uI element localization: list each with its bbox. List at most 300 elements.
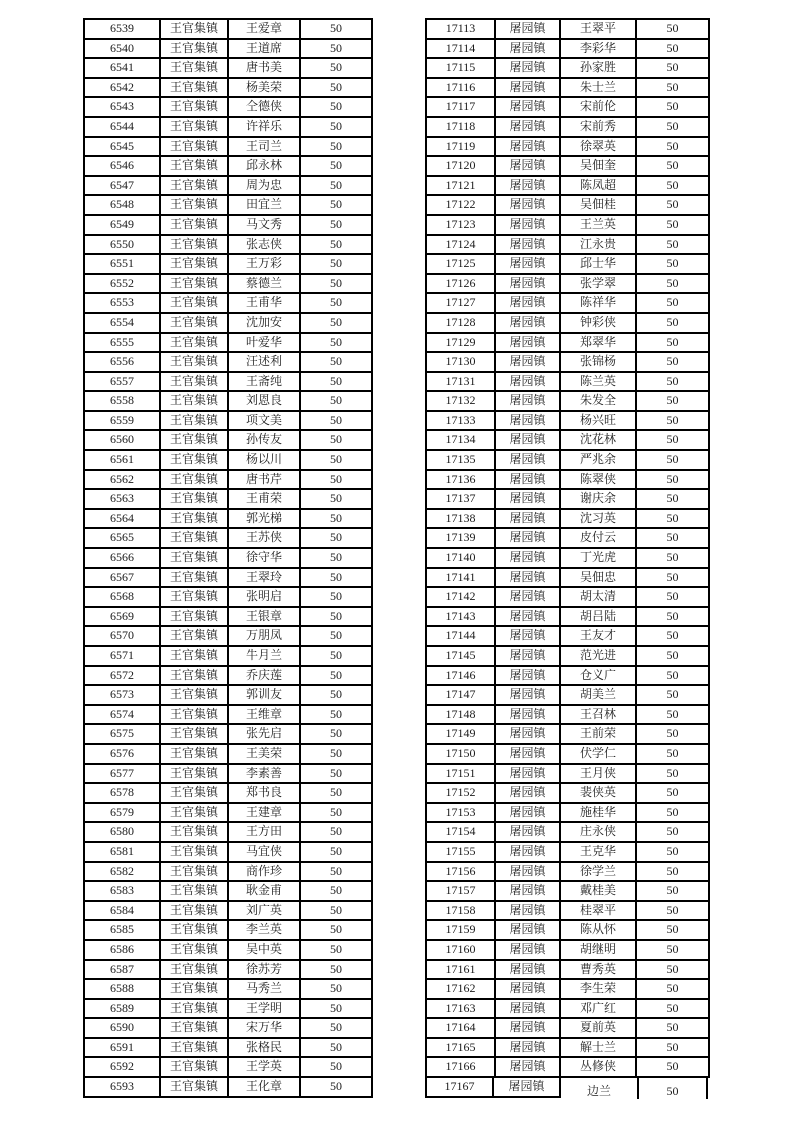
name-cell: 江永贵 xyxy=(561,236,637,254)
town-cell: 屠园镇 xyxy=(496,804,561,822)
name-cell: 严兆余 xyxy=(561,451,637,469)
id-cell: 17134 xyxy=(427,431,496,449)
table-row xyxy=(83,194,373,216)
id-cell: 17160 xyxy=(427,941,496,959)
amount-cell: 50 xyxy=(330,314,342,329)
name-cell: 吴佃桂 xyxy=(561,196,637,214)
table-row xyxy=(425,77,710,99)
town-cell: 王官集镇 xyxy=(161,373,229,391)
amount-cell: 50 xyxy=(666,21,679,35)
table-row xyxy=(83,665,373,687)
id-cell: 17153 xyxy=(427,804,496,822)
id-cell: 6565 xyxy=(85,529,161,547)
id-cell: 17151 xyxy=(427,765,496,783)
table-row xyxy=(83,547,373,569)
town-cell: 王官集镇 xyxy=(161,20,229,38)
name-cell: 陈祥华 xyxy=(561,294,637,312)
amount-cell: 50 xyxy=(666,824,679,839)
id-cell: 6587 xyxy=(85,961,161,979)
table-row xyxy=(425,606,710,628)
id-cell: 6559 xyxy=(85,412,161,430)
id-cell: 6573 xyxy=(85,686,161,704)
id-cell: 6551 xyxy=(85,255,161,273)
table-row xyxy=(425,919,710,941)
amount-cell: 50 xyxy=(666,589,679,604)
name-cell: 夏前英 xyxy=(561,1019,637,1037)
id-cell: 17149 xyxy=(427,725,496,743)
name-cell: 王建章 xyxy=(229,804,301,822)
town-cell: 屠园镇 xyxy=(496,255,561,273)
name-cell: 朱士兰 xyxy=(561,79,637,97)
amount-cell: 50 xyxy=(666,275,679,290)
id-cell: 6550 xyxy=(85,236,161,254)
id-cell: 17144 xyxy=(427,627,496,645)
name-cell: 王学英 xyxy=(229,1058,301,1076)
id-cell: 6549 xyxy=(85,216,161,234)
table-row xyxy=(425,410,710,432)
town-cell: 王官集镇 xyxy=(161,98,229,116)
table-row xyxy=(83,429,373,451)
table-row xyxy=(83,136,373,158)
name-cell: 边兰 xyxy=(586,1084,611,1099)
town-cell: 屠园镇 xyxy=(496,980,561,998)
name-cell: 解士兰 xyxy=(561,1039,637,1057)
name-cell: 项文美 xyxy=(229,412,301,430)
town-cell: 王官集镇 xyxy=(161,490,229,508)
id-cell: 6557 xyxy=(85,373,161,391)
town-cell: 王官集镇 xyxy=(161,608,229,626)
amount-cell: 50 xyxy=(330,354,342,369)
amount-cell: 50 xyxy=(330,197,342,212)
amount-cell: 50 xyxy=(330,393,342,408)
id-cell: 6560 xyxy=(85,431,161,449)
amount-cell: 50 xyxy=(666,902,679,917)
town-cell: 屠园镇 xyxy=(496,431,561,449)
amount-cell: 50 xyxy=(666,471,679,486)
amount-cell: 50 xyxy=(666,961,679,976)
table-row xyxy=(83,841,373,863)
table-row xyxy=(83,312,373,334)
town-cell: 屠园镇 xyxy=(496,961,561,979)
name-cell: 沈加安 xyxy=(229,314,301,332)
town-cell: 王官集镇 xyxy=(161,863,229,881)
amount-cell: 50 xyxy=(330,471,342,486)
id-cell: 6591 xyxy=(85,1039,161,1057)
table-row xyxy=(83,214,373,236)
amount-cell: 50 xyxy=(330,510,342,525)
table-row xyxy=(425,488,710,510)
page-break-row-left-box xyxy=(425,1076,561,1098)
amount-cell: 50 xyxy=(666,491,679,506)
town-cell: 王官集镇 xyxy=(161,1019,229,1037)
town-cell: 屠园镇 xyxy=(496,588,561,606)
town-cell: 屠园镇 xyxy=(496,471,561,489)
name-cell: 庄永侠 xyxy=(561,823,637,841)
town-cell: 屠园镇 xyxy=(496,79,561,97)
town-cell: 屠园镇 xyxy=(496,1019,561,1037)
id-cell: 6570 xyxy=(85,627,161,645)
amount-cell: 50 xyxy=(330,275,342,290)
id-cell: 6578 xyxy=(85,784,161,802)
table-row xyxy=(83,18,373,40)
id-cell: 17167 xyxy=(427,1078,494,1096)
name-cell: 丛修侠 xyxy=(561,1058,637,1076)
table-row xyxy=(425,371,710,393)
table-row xyxy=(425,449,710,471)
name-cell: 许祥乐 xyxy=(229,118,301,136)
table-row xyxy=(83,273,373,295)
town-cell: 屠园镇 xyxy=(496,118,561,136)
town-cell: 屠园镇 xyxy=(496,745,561,763)
table-row xyxy=(425,155,710,177)
name-cell: 张学翠 xyxy=(561,275,637,293)
town-cell: 屠园镇 xyxy=(496,725,561,743)
amount-cell: 50 xyxy=(666,256,679,271)
table-row xyxy=(425,1037,710,1059)
town-cell: 王官集镇 xyxy=(161,843,229,861)
id-cell: 17131 xyxy=(427,373,496,391)
town-cell: 屠园镇 xyxy=(496,177,561,195)
town-cell: 王官集镇 xyxy=(161,745,229,763)
name-cell: 郭训友 xyxy=(229,686,301,704)
table-row xyxy=(425,684,710,706)
table-row xyxy=(425,841,710,863)
name-cell: 张明启 xyxy=(229,588,301,606)
table-row xyxy=(83,155,373,177)
table-row xyxy=(83,527,373,549)
table-row xyxy=(425,38,710,60)
amount-cell: 50 xyxy=(666,295,679,310)
town-cell: 王官集镇 xyxy=(161,59,229,77)
name-cell: 裴侠英 xyxy=(561,784,637,802)
amount-cell: 50 xyxy=(330,1020,342,1035)
town-cell: 屠园镇 xyxy=(496,843,561,861)
id-cell: 17124 xyxy=(427,236,496,254)
town-cell: 王官集镇 xyxy=(161,216,229,234)
table-row xyxy=(425,723,710,745)
amount-cell: 50 xyxy=(666,648,679,662)
id-cell: 17155 xyxy=(427,843,496,861)
table-row xyxy=(425,567,710,589)
table-row xyxy=(425,57,710,79)
id-cell: 6585 xyxy=(85,921,161,939)
town-cell: 屠园镇 xyxy=(496,549,561,567)
amount-cell: 50 xyxy=(666,863,679,878)
name-cell: 王友才 xyxy=(561,627,637,645)
amount-cell: 50 xyxy=(666,1000,679,1015)
amount-cell: 50 xyxy=(666,628,679,643)
table-row xyxy=(83,96,373,118)
id-cell: 17166 xyxy=(427,1058,496,1076)
amount-cell: 50 xyxy=(330,373,342,388)
name-cell: 桂翠平 xyxy=(561,902,637,920)
table-row xyxy=(83,763,373,785)
id-cell: 6584 xyxy=(85,902,161,920)
name-cell: 田宜兰 xyxy=(229,196,301,214)
name-cell: 唐书美 xyxy=(229,59,301,77)
table-row xyxy=(83,900,373,922)
name-cell: 杨美荣 xyxy=(229,79,301,97)
table-row xyxy=(425,782,710,804)
id-cell: 6571 xyxy=(85,647,161,665)
id-cell: 6563 xyxy=(85,490,161,508)
town-cell: 屠园镇 xyxy=(496,236,561,254)
town-cell: 屠园镇 xyxy=(496,1058,561,1076)
name-cell: 王维章 xyxy=(229,706,301,724)
table-row xyxy=(425,175,710,197)
town-cell: 王官集镇 xyxy=(161,823,229,841)
amount-cell: 50 xyxy=(666,197,679,212)
town-cell: 屠园镇 xyxy=(496,667,561,685)
town-cell: 王官集镇 xyxy=(161,686,229,704)
table-row xyxy=(83,410,373,432)
name-cell: 耿金甫 xyxy=(229,882,301,900)
name-cell: 杨兴旺 xyxy=(561,412,637,430)
table-row xyxy=(83,1056,373,1078)
name-cell: 戴桂美 xyxy=(561,882,637,900)
table-row xyxy=(83,998,373,1020)
table-row xyxy=(425,1017,710,1039)
amount-cell: 50 xyxy=(666,981,679,996)
amount-cell: 50 xyxy=(666,216,679,231)
name-cell: 徐苏芳 xyxy=(229,961,301,979)
table-row xyxy=(83,606,373,628)
name-cell: 万朋凤 xyxy=(229,627,301,645)
name-cell: 陈兰英 xyxy=(561,373,637,391)
id-cell: 6554 xyxy=(85,314,161,332)
id-cell: 17159 xyxy=(427,921,496,939)
amount-cell: 50 xyxy=(666,883,679,898)
name-cell: 徐翠英 xyxy=(561,138,637,156)
amount-cell: 50 xyxy=(330,785,342,800)
name-cell: 孙家胜 xyxy=(561,59,637,77)
town-cell: 屠园镇 xyxy=(496,373,561,391)
id-cell: 6579 xyxy=(85,804,161,822)
town-cell: 王官集镇 xyxy=(161,1058,229,1076)
id-cell: 17122 xyxy=(427,196,496,214)
name-cell: 王月侠 xyxy=(561,765,637,783)
id-cell: 6582 xyxy=(85,863,161,881)
town-cell: 屠园镇 xyxy=(496,569,561,587)
id-cell: 17164 xyxy=(427,1019,496,1037)
id-cell: 17125 xyxy=(427,255,496,273)
town-cell: 屠园镇 xyxy=(496,647,561,665)
name-cell: 李彩华 xyxy=(561,40,637,58)
name-cell: 宋万华 xyxy=(229,1019,301,1037)
town-cell: 王官集镇 xyxy=(161,627,229,645)
name-cell: 范光进 xyxy=(561,647,637,665)
id-cell: 17135 xyxy=(427,451,496,469)
town-cell: 王官集镇 xyxy=(161,177,229,195)
id-cell: 6542 xyxy=(85,79,161,97)
name-cell: 邱士华 xyxy=(561,255,637,273)
id-cell: 6541 xyxy=(85,59,161,77)
name-cell: 王爱章 xyxy=(229,20,301,38)
amount-cell: 50 xyxy=(666,530,679,545)
left-table xyxy=(83,18,373,1098)
table-row xyxy=(425,939,710,961)
id-cell: 17139 xyxy=(427,529,496,547)
amount-cell: 50 xyxy=(330,118,342,133)
table-row xyxy=(425,429,710,451)
id-cell: 6583 xyxy=(85,882,161,900)
name-cell: 吴佃奎 xyxy=(561,157,637,175)
table-row xyxy=(83,802,373,824)
amount-cell: 50 xyxy=(666,667,679,682)
town-cell: 屠园镇 xyxy=(496,138,561,156)
id-cell: 17113 xyxy=(427,20,496,38)
amount-cell: 50 xyxy=(666,804,679,819)
table-row xyxy=(425,645,710,667)
id-cell: 6590 xyxy=(85,1019,161,1037)
table-row xyxy=(83,939,373,961)
town-cell: 王官集镇 xyxy=(161,118,229,136)
amount-cell: 50 xyxy=(666,726,679,741)
amount-cell: 50 xyxy=(330,687,342,702)
id-cell: 6546 xyxy=(85,157,161,175)
table-row xyxy=(425,978,710,1000)
amount-cell: 50 xyxy=(330,902,342,917)
id-cell: 17118 xyxy=(427,118,496,136)
amount-cell: 50 xyxy=(666,79,679,94)
id-cell: 17114 xyxy=(427,40,496,58)
town-cell: 王官集镇 xyxy=(161,647,229,665)
name-cell: 施桂华 xyxy=(561,804,637,822)
amount-cell: 50 xyxy=(330,941,342,956)
id-cell: 6572 xyxy=(85,667,161,685)
id-cell: 17142 xyxy=(427,588,496,606)
table-row xyxy=(425,665,710,687)
town-cell: 王官集镇 xyxy=(161,1078,229,1096)
id-cell: 6589 xyxy=(85,1000,161,1018)
amount-cell: 50 xyxy=(666,922,679,937)
name-cell: 刘恩良 xyxy=(229,392,301,410)
town-cell: 王官集镇 xyxy=(161,961,229,979)
town-cell: 屠园镇 xyxy=(496,921,561,939)
amount-cell: 50 xyxy=(666,785,679,800)
amount-cell: 50 xyxy=(330,21,342,35)
name-cell: 仝德侠 xyxy=(229,98,301,116)
town-cell: 王官集镇 xyxy=(161,275,229,293)
town-cell: 王官集镇 xyxy=(161,804,229,822)
name-cell: 王甫荣 xyxy=(229,490,301,508)
name-cell: 宋前伦 xyxy=(561,98,637,116)
amount-cell: 50 xyxy=(330,726,342,741)
town-cell: 屠园镇 xyxy=(496,314,561,332)
table-row xyxy=(83,449,373,471)
amount-cell: 50 xyxy=(330,530,342,545)
amount-cell: 50 xyxy=(666,354,679,369)
id-cell: 17138 xyxy=(427,510,496,528)
name-cell: 王银章 xyxy=(229,608,301,626)
amount-cell: 50 xyxy=(330,138,342,153)
name-cell: 宋前秀 xyxy=(561,118,637,136)
id-cell: 17133 xyxy=(427,412,496,430)
name-cell: 沈习英 xyxy=(561,510,637,528)
amount-cell: 50 xyxy=(666,118,679,133)
name-cell: 邓广红 xyxy=(561,1000,637,1018)
table-row xyxy=(83,508,373,530)
town-cell: 屠园镇 xyxy=(496,59,561,77)
table-row xyxy=(83,782,373,804)
town-cell: 屠园镇 xyxy=(496,157,561,175)
id-cell: 6575 xyxy=(85,725,161,743)
table-row xyxy=(425,18,710,40)
name-cell: 孙传友 xyxy=(229,431,301,449)
amount-cell: 50 xyxy=(666,1039,679,1054)
town-cell: 屠园镇 xyxy=(496,608,561,626)
table-row xyxy=(83,57,373,79)
amount-cell: 50 xyxy=(330,550,342,565)
town-cell: 王官集镇 xyxy=(161,353,229,371)
town-cell: 王官集镇 xyxy=(161,549,229,567)
town-cell: 王官集镇 xyxy=(161,40,229,58)
amount-cell: 50 xyxy=(666,745,679,760)
name-cell: 张先启 xyxy=(229,725,301,743)
table-row xyxy=(83,919,373,941)
amount-cell: 50 xyxy=(330,216,342,231)
name-cell: 伏学仁 xyxy=(561,745,637,763)
table-row xyxy=(425,312,710,334)
amount-cell: 50 xyxy=(330,648,342,662)
name-cell: 李素善 xyxy=(229,765,301,783)
town-cell: 王官集镇 xyxy=(161,1039,229,1057)
amount-cell: 50 xyxy=(637,1076,708,1099)
name-cell: 朱发全 xyxy=(561,392,637,410)
amount-cell: 50 xyxy=(330,236,342,251)
town-cell: 屠园镇 xyxy=(496,902,561,920)
table-row xyxy=(425,625,710,647)
town-cell: 屠园镇 xyxy=(496,941,561,959)
amount-cell: 50 xyxy=(330,804,342,819)
amount-cell: 50 xyxy=(666,1020,679,1035)
name-cell: 王美荣 xyxy=(229,745,301,763)
table-row xyxy=(425,763,710,785)
id-cell: 17147 xyxy=(427,686,496,704)
table-row xyxy=(425,292,710,314)
id-cell: 17121 xyxy=(427,177,496,195)
id-cell: 17145 xyxy=(427,647,496,665)
town-cell: 屠园镇 xyxy=(496,510,561,528)
name-cell: 王克华 xyxy=(561,843,637,861)
id-cell: 6577 xyxy=(85,765,161,783)
town-cell: 王官集镇 xyxy=(161,725,229,743)
table-row xyxy=(83,704,373,726)
name-cell: 王兰英 xyxy=(561,216,637,234)
id-cell: 17116 xyxy=(427,79,496,97)
amount-cell: 50 xyxy=(330,824,342,839)
town-cell: 王官集镇 xyxy=(161,529,229,547)
amount-cell: 50 xyxy=(330,628,342,643)
table-row xyxy=(425,802,710,824)
town-cell: 王官集镇 xyxy=(161,882,229,900)
town-cell: 王官集镇 xyxy=(161,294,229,312)
name-cell: 王斋纯 xyxy=(229,373,301,391)
table-row xyxy=(83,351,373,373)
amount-cell: 50 xyxy=(666,765,679,780)
name-cell: 邱永林 xyxy=(229,157,301,175)
table-row xyxy=(83,586,373,608)
town-cell: 王官集镇 xyxy=(161,902,229,920)
table-row xyxy=(83,77,373,99)
table-row xyxy=(83,390,373,412)
amount-cell: 50 xyxy=(330,40,342,55)
id-cell: 6569 xyxy=(85,608,161,626)
amount-cell: 50 xyxy=(666,236,679,251)
table-row xyxy=(425,469,710,491)
amount-cell: 50 xyxy=(666,550,679,565)
town-cell: 屠园镇 xyxy=(496,275,561,293)
